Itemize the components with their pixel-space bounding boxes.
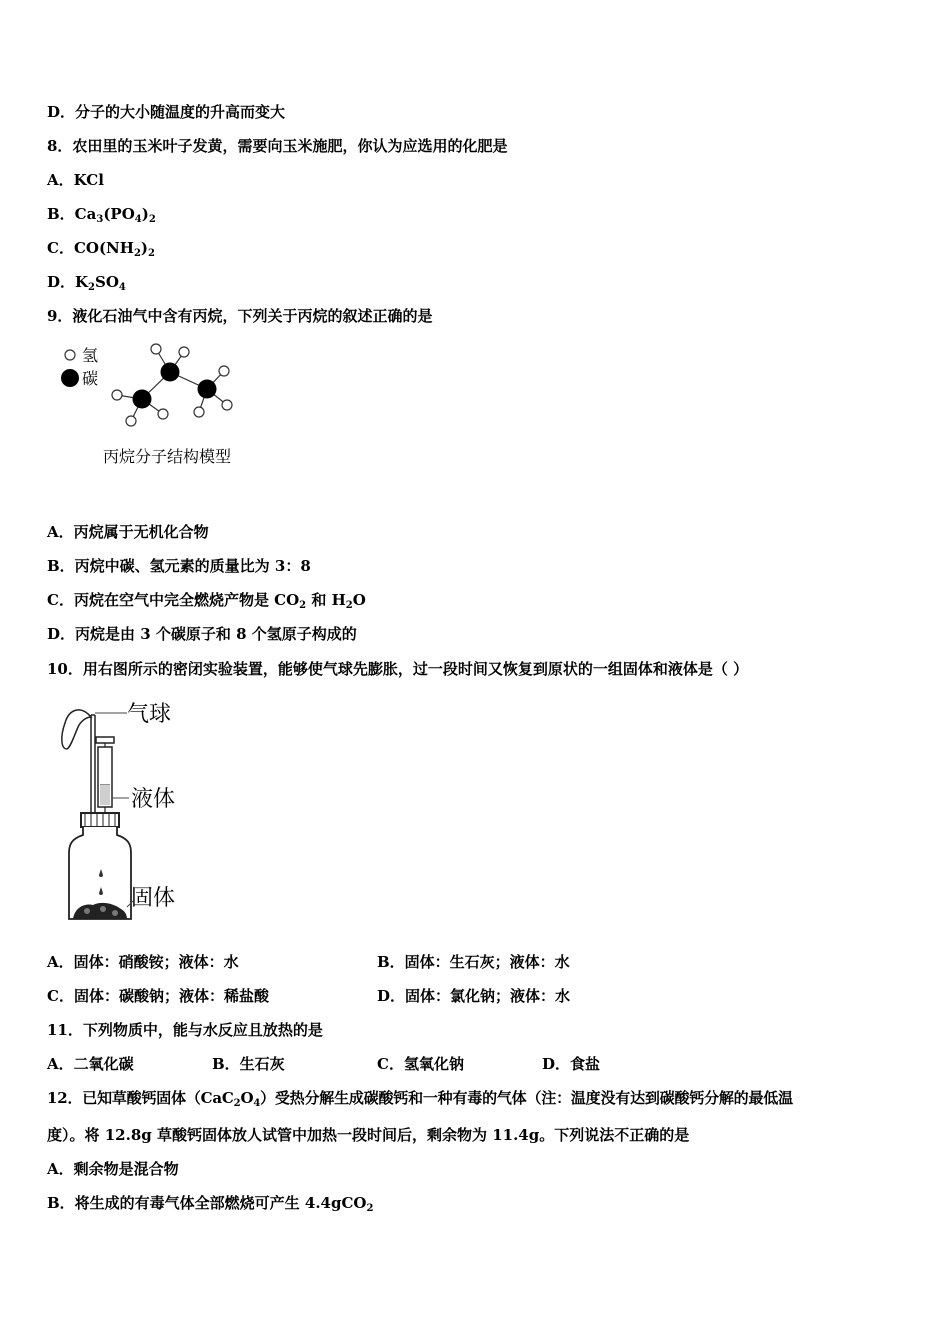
- q7-option-d: D．分子的大小随温度的升高而变大: [47, 103, 286, 121]
- q8-option-a: A．KCl: [47, 171, 104, 189]
- syringe-plunger-icon: [96, 737, 114, 743]
- q11-option-b: B．生石灰: [212, 1055, 285, 1073]
- propane-model-figure: [55, 338, 255, 470]
- q11-option-c: C．氢氧化钠: [377, 1055, 464, 1073]
- figure-caption: 丙烷分子结构模型: [103, 447, 232, 466]
- q10-option-c: C．固体：碳酸钠；液体：稀盐酸: [47, 987, 269, 1005]
- q9-option-b: B．丙烷中碳、氢元素的质量比为 3：8: [47, 557, 311, 575]
- legend-carbon-icon: [61, 369, 79, 387]
- carbon-atoms: [133, 363, 217, 409]
- q10-option-b: B．固体：生石灰；液体：水: [377, 953, 570, 971]
- q12-stem-line1: 12．已知草酸钙固体$(CaC_2O_4)$受热分解生成碳酸钙和一种有毒的气体（注：温度没有达到碳酸钙分解的最低温: [47, 1089, 793, 1109]
- q10-stem: 10．用右图所示的密闭实验装置，能够使气球先膨胀，过一段时间又恢复到原状的一组固体和液体是（ ）: [47, 660, 749, 678]
- q11-stem: 11．下列物质中，能与水反应且放热的是: [47, 1021, 323, 1039]
- bottle-cap-icon: [81, 813, 119, 827]
- q8-option-c: C．$CO(NH_2)_2$: [47, 239, 155, 259]
- q12-option-a: A．剩余物是混合物: [47, 1160, 179, 1178]
- balloon-label: 气球: [127, 702, 172, 727]
- legend-hydrogen-label: 氢: [82, 346, 99, 365]
- q9-option-a: A．丙烷属于无机化合物: [47, 523, 209, 541]
- q9-option-d: D．丙烷是由 3 个碳原子和 8 个氢原子构成的: [47, 625, 357, 643]
- q12-stem-line2: 度）。将 12.8g 草酸钙固体放人试管中加热一段时间后，剩余物为 11.4g。下列说法不正确的是: [47, 1126, 690, 1144]
- q11-option-d: D．食盐: [542, 1055, 601, 1073]
- q11-option-a: A．二氧化碳: [47, 1055, 134, 1073]
- solid-label: 固体: [131, 886, 176, 911]
- q10-option-d: D．固体：氯化钠；液体：水: [377, 987, 571, 1005]
- apparatus-figure: [55, 697, 195, 929]
- q9-option-c: C．丙烷在空气中完全燃烧产物是 $CO_2$ 和 $H_2O$: [47, 591, 366, 611]
- legend-carbon-label: 碳: [82, 369, 99, 388]
- q8-option-d: D．$K_2SO_4$: [47, 273, 126, 293]
- q10-option-a: A．固体：硝酸铵；液体：水: [47, 953, 239, 971]
- q9-stem: 9．液化石油气中含有丙烷，下列关于丙烷的叙述正确的是: [47, 307, 433, 325]
- q8-stem: 8．农田里的玉米叶子发黄，需要向玉米施肥，你认为应选用的化肥是: [47, 137, 508, 155]
- q12-option-b: B．将生成的有毒气体全部燃烧可产生 4.4gCO$_2$: [47, 1194, 374, 1214]
- balloon-icon: [62, 710, 91, 749]
- liquid-label: 液体: [131, 787, 176, 812]
- legend-hydrogen-icon: [65, 350, 75, 360]
- q8-option-b: B．$Ca_3(PO_4)_2$: [47, 205, 156, 225]
